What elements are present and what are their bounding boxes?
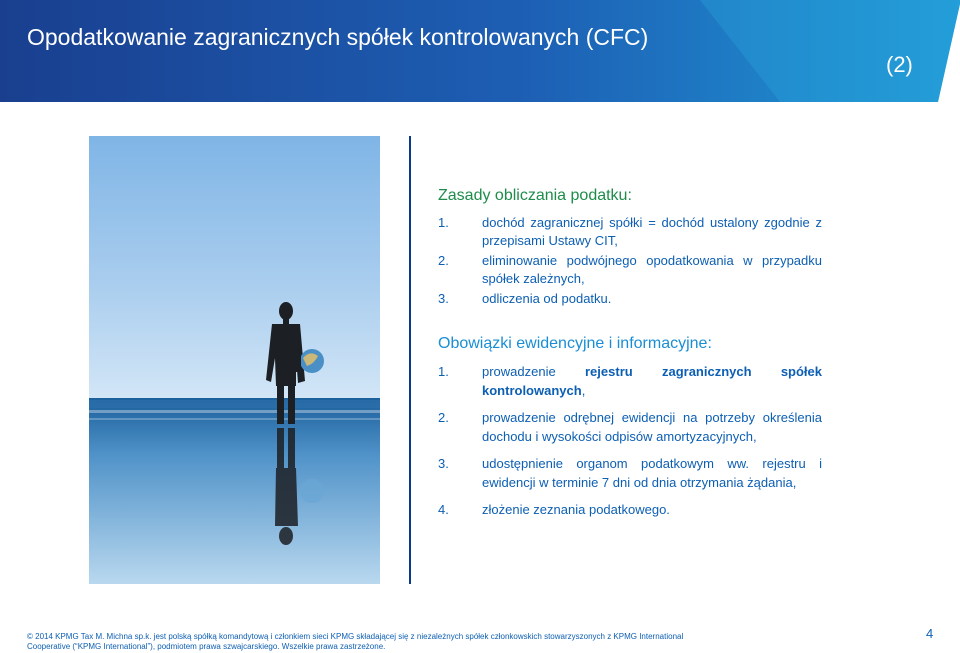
item-number: 1. (438, 215, 449, 230)
item-text: prowadzenie odrębnej ewidencji na potrzeby określenia dochodu i wysokości odpisów amortyzacyjnych, (482, 409, 822, 444)
item-text: dochód zagranicznej spółki = dochód ustalony zgodnie z przepisami Ustawy CIT, (482, 215, 822, 248)
item-number: 3. (438, 455, 449, 471)
obligations-list (438, 362, 822, 519)
vertical-divider (409, 136, 411, 584)
copyright-line-2: Cooperative (“KPMG International”), podmiotem prawa szwajcarskiego. Wszelkie prawa zastrzeżone. (27, 642, 386, 651)
item-number: 1. (438, 363, 449, 379)
copyright-line-1: © 2014 KPMG Tax M. Michna sp.k. jest polską spółką komandytową i członkiem sieci KPMG składającej się z niezależnych spółek członkowskich stowarzyszonych z KPMG International (27, 632, 684, 641)
header-banner (0, 0, 960, 102)
item-text (482, 362, 822, 400)
list-item (438, 362, 822, 400)
item-number: 2. (438, 253, 449, 268)
item-number: 3. (438, 291, 449, 306)
slide-part-tag: (2) (886, 52, 913, 77)
section-heading-obligations: Obowiązki ewidencyjne i informacyjne: (438, 334, 712, 352)
copyright-footer (27, 632, 787, 652)
content-column (438, 186, 822, 527)
page-number: 4 (926, 626, 934, 641)
item-text-before: prowadzenie (482, 363, 585, 379)
page-title: Opodatkowanie zagranicznych spółek kontrolowanych (CFC) (27, 24, 649, 50)
item-text: odliczenia od podatku. (482, 291, 612, 306)
item-text-bold: rejestru zagranicznych spółek kontrolowanych (482, 363, 823, 398)
list-item (438, 454, 822, 492)
calculation-rules-list (438, 214, 822, 308)
item-text: złożenie zeznania podatkowego. (482, 501, 670, 517)
list-item (438, 252, 822, 287)
list-item (438, 214, 822, 249)
section-heading-calculation: Zasady obliczania podatku: (438, 187, 632, 204)
item-text: eliminowanie podwójnego opodatkowania w przypadku spółek zależnych, (482, 253, 822, 286)
businessman-globe-photo (89, 136, 380, 584)
header-background (0, 0, 960, 102)
item-text: udostępnienie organom podatkowym ww. rejestru i ewidencji w terminie 7 dni od dnia otrzymania żądania, (482, 455, 822, 490)
item-number: 2. (438, 409, 449, 425)
list-item (438, 500, 822, 519)
list-item (438, 408, 822, 446)
item-text-after: , (581, 382, 586, 398)
item-number: 4. (438, 501, 449, 517)
list-item (438, 290, 822, 308)
